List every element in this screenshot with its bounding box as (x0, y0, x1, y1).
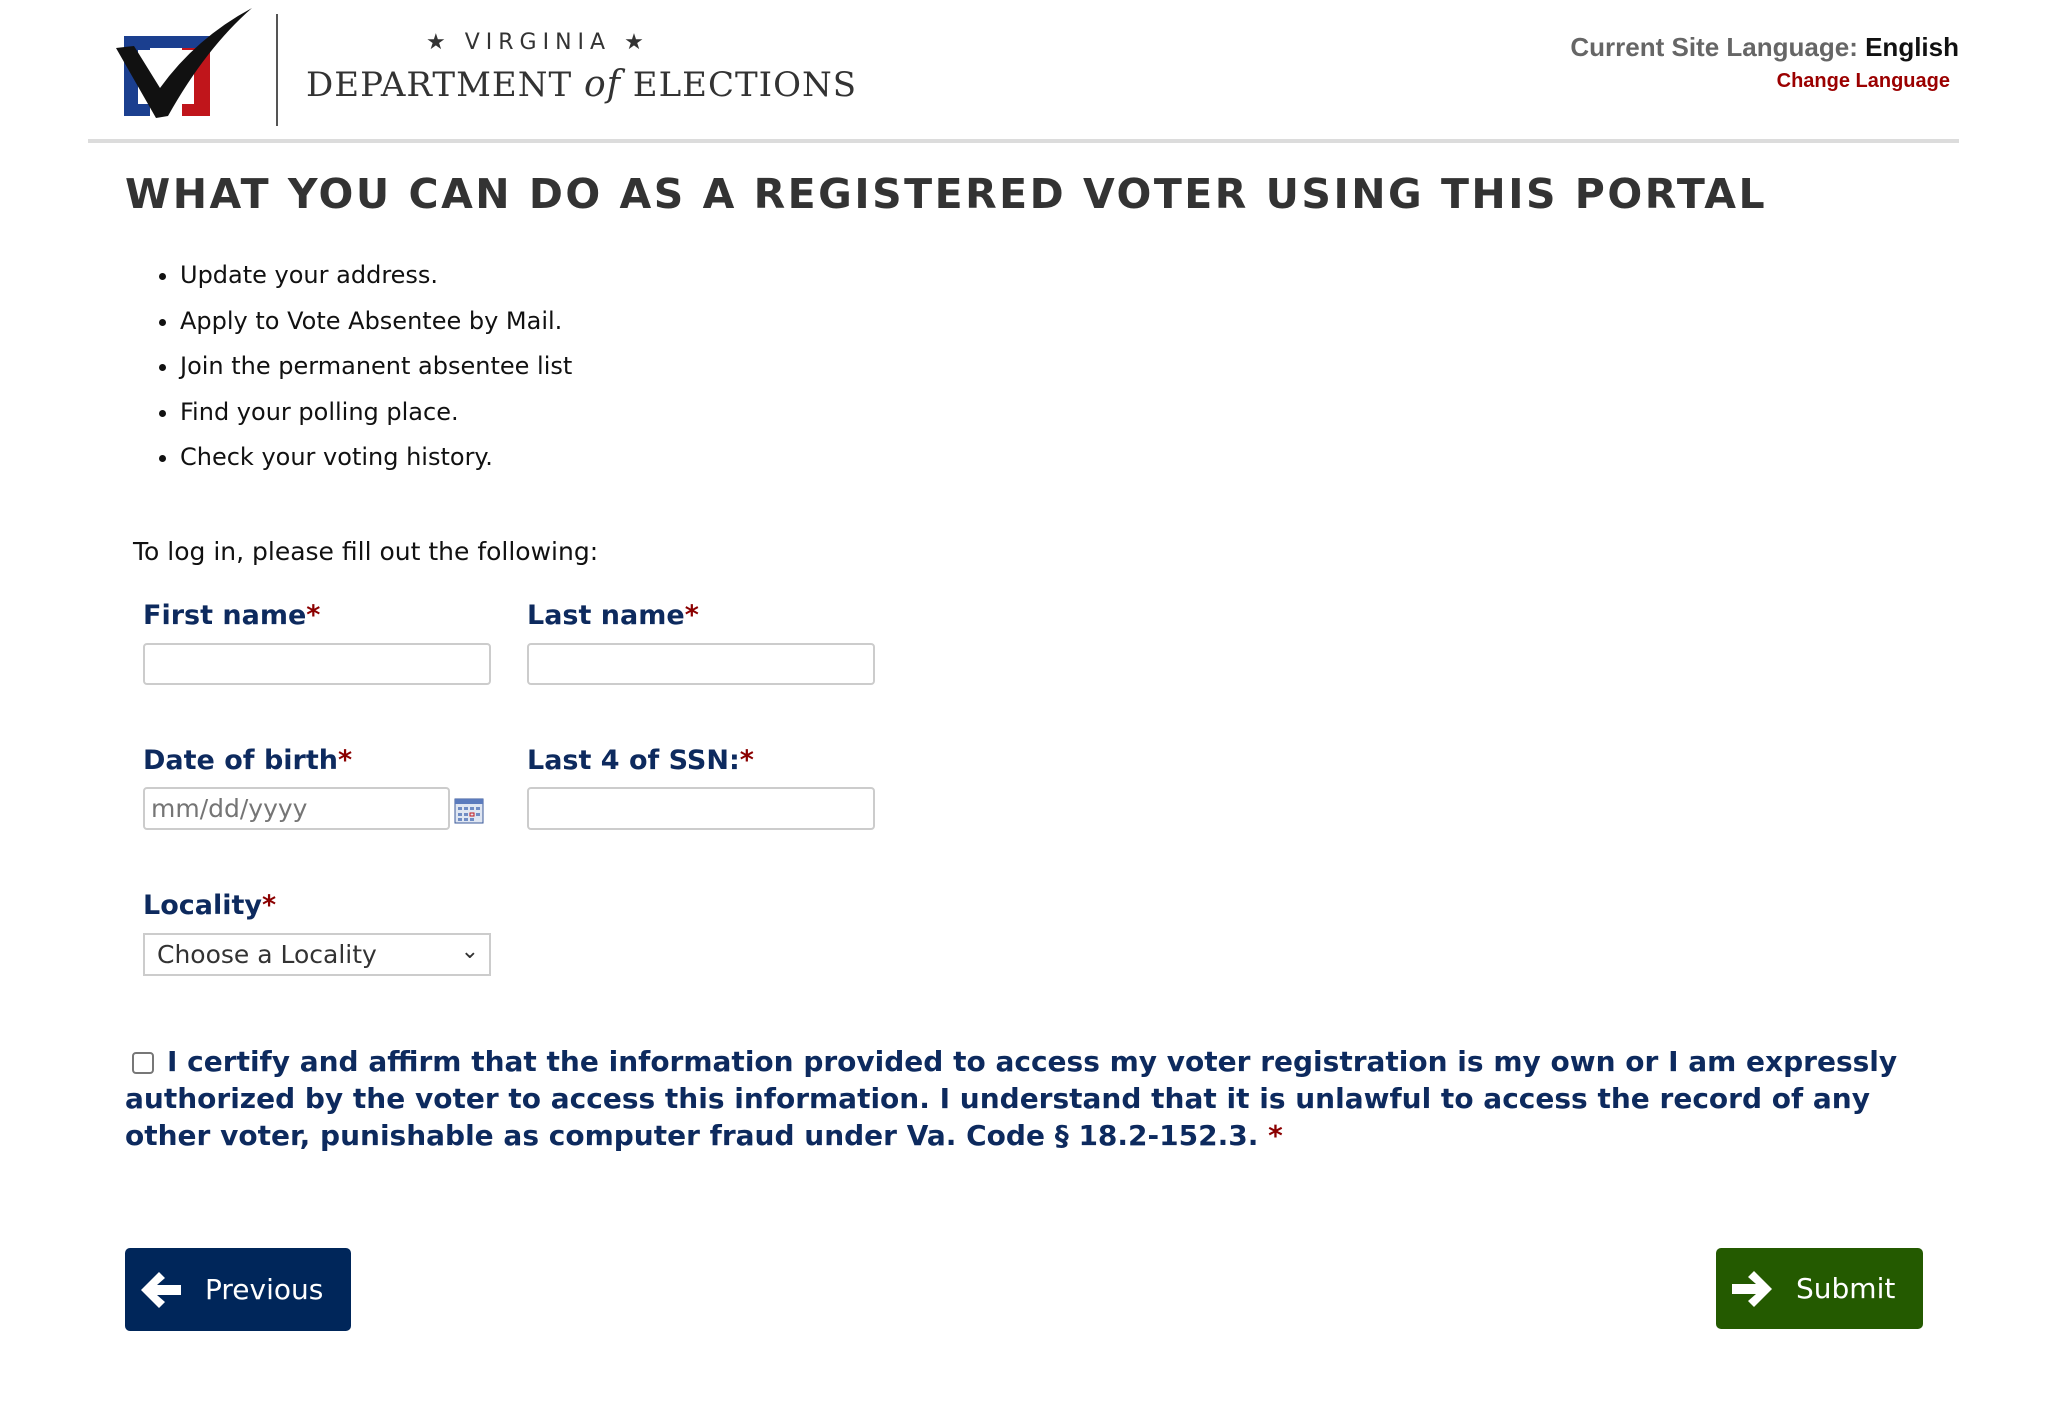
arrow-left-icon (139, 1270, 183, 1310)
ssn-input[interactable] (527, 787, 875, 830)
locality-label: Locality* (143, 890, 277, 921)
calendar-icon[interactable] (454, 796, 484, 824)
last-name-input[interactable] (527, 643, 875, 685)
first-name-label: First name* (143, 600, 321, 631)
page-title: WHAT YOU CAN DO AS A REGISTERED VOTER USING THIS PORTAL (125, 170, 1768, 218)
list-item: • Update your address. (180, 256, 572, 302)
locality-selected-value: Choose a Locality (157, 940, 377, 969)
logo-virginia-text: ★ VIRGINIA ★ (426, 30, 650, 55)
current-language: Current Site Language: English (1570, 32, 1959, 62)
list-item: • Join the permanent absentee list (180, 347, 572, 393)
first-name-input[interactable] (143, 643, 491, 685)
locality-select[interactable] (143, 933, 491, 976)
arrow-right-icon (1730, 1269, 1774, 1309)
header-divider (276, 14, 278, 126)
list-item: • Find your polling place. (180, 393, 572, 439)
feature-list (150, 256, 572, 484)
certify-text: I certify and affirm that the information provided to access my voter registration is my own or I am expressly authorized by the voter to access this information. I understand that it is unlawful to access the record of any other voter, punishable as computer fraud under Va. Code § 18.2-152.3. * (125, 1045, 1898, 1152)
change-language-link[interactable]: Change Language (1776, 70, 1950, 92)
certify-checkbox[interactable] (132, 1052, 154, 1074)
list-item: • Check your voting history. (180, 438, 572, 484)
last-name-label: Last name* (527, 600, 699, 631)
dob-label: Date of birth* (143, 745, 353, 776)
header-rule (88, 139, 1959, 143)
ssn-label: Last 4 of SSN:* (527, 745, 754, 776)
department-logo (116, 8, 256, 123)
logo-department-text: DEPARTMENT of ELECTIONS (306, 64, 858, 105)
dob-input[interactable] (143, 787, 450, 830)
submit-label: Submit (1796, 1272, 1896, 1305)
list-item: • Apply to Vote Absentee by Mail. (180, 302, 572, 348)
previous-label: Previous (205, 1273, 324, 1306)
previous-button[interactable] (125, 1248, 351, 1331)
login-intro: To log in, please fill out the following: (133, 537, 599, 566)
chevron-down-icon: ⌄ (460, 939, 479, 964)
submit-button[interactable] (1716, 1248, 1923, 1329)
